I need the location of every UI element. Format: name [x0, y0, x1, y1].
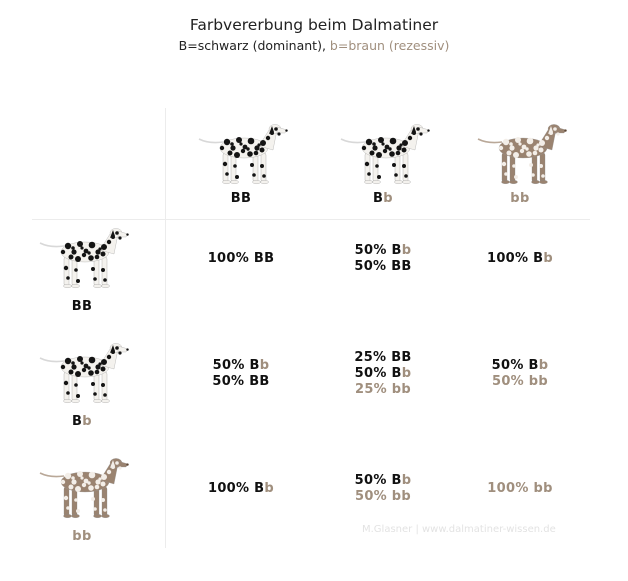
- offspring-cell: [450, 481, 590, 497]
- allele-letter: b: [82, 414, 93, 429]
- page-subtitle: [0, 38, 628, 53]
- subtitle-recessive: b=braun (rezessiv): [329, 38, 450, 53]
- allele-letter: B: [230, 191, 241, 206]
- row-genotype-label: [42, 299, 122, 314]
- ratio-prefix: 50% B: [212, 374, 260, 389]
- credit-watermark: M.Glasner | www.dalmatiner-wissen.de: [362, 524, 556, 535]
- ratio-prefix: 25% B: [354, 350, 402, 365]
- column-genotype-label: [343, 191, 423, 206]
- offspring-cell: [171, 251, 311, 267]
- row-dog-image: [34, 454, 130, 526]
- row-dog-image: [34, 224, 130, 296]
- offspring-cell: [171, 358, 311, 390]
- offspring-ratio-line: [313, 473, 453, 489]
- offspring-ratio-line: [313, 489, 453, 505]
- ratio-prefix: 25% b: [354, 382, 402, 397]
- allele-letter: b: [401, 489, 412, 504]
- allele-letter: b: [401, 473, 412, 488]
- column-dog-image: [472, 120, 568, 192]
- offspring-ratio-line: [313, 243, 453, 259]
- ratio-prefix: 50% B: [354, 243, 402, 258]
- column-genotype-label: [480, 191, 560, 206]
- ratio-prefix: 50% B: [212, 358, 260, 373]
- allele-letter: b: [510, 191, 520, 206]
- offspring-ratio-line: [313, 350, 453, 366]
- allele-letter: B: [401, 350, 412, 365]
- offspring-ratio-line: [171, 481, 311, 497]
- allele-letter: b: [401, 382, 412, 397]
- allele-letter: B: [372, 191, 384, 206]
- allele-letter: b: [401, 366, 412, 381]
- black-spotted-dog-image: [34, 339, 130, 411]
- allele-letter: b: [264, 481, 274, 496]
- offspring-ratio-line: [171, 374, 311, 390]
- ratio-prefix: 50% B: [491, 358, 539, 373]
- offspring-cell: [450, 358, 590, 390]
- allele-letter: b: [543, 481, 553, 496]
- allele-letter: B: [71, 299, 82, 314]
- black-spotted-dog-image: [335, 120, 431, 192]
- allele-letter: B: [71, 414, 83, 429]
- ratio-prefix: 100% B: [207, 481, 265, 496]
- allele-letter: b: [259, 358, 270, 373]
- allele-letter: B: [401, 259, 412, 274]
- brown-spotted-dog-image: [34, 454, 130, 526]
- offspring-cell: [171, 481, 311, 497]
- ratio-prefix: 50% b: [491, 374, 539, 389]
- grid-vertical-divider: [165, 108, 166, 548]
- row-dog-image: [34, 339, 130, 411]
- offspring-ratio-line: [450, 358, 590, 374]
- ratio-prefix: 100% b: [487, 481, 544, 496]
- black-spotted-dog-image: [34, 224, 130, 296]
- allele-letter: b: [538, 374, 549, 389]
- ratio-prefix: 100% B: [207, 251, 265, 266]
- row-genotype-label: [42, 414, 122, 429]
- black-spotted-dog-image: [193, 120, 289, 192]
- ratio-prefix: 100% B: [486, 251, 544, 266]
- offspring-ratio-line: [171, 358, 311, 374]
- allele-letter: b: [72, 529, 82, 544]
- allele-letter: B: [82, 299, 93, 314]
- offspring-ratio-line: [450, 374, 590, 390]
- column-genotype-label: [201, 191, 281, 206]
- offspring-cell: [313, 243, 453, 275]
- allele-letter: B: [264, 251, 275, 266]
- offspring-cell: [313, 350, 453, 398]
- offspring-ratio-line: [313, 382, 453, 398]
- page-title: Farbvererbung beim Dalmatiner: [189, 16, 439, 34]
- allele-letter: b: [538, 358, 549, 373]
- offspring-ratio-line: [450, 251, 590, 267]
- offspring-ratio-line: [313, 259, 453, 275]
- allele-letter: b: [543, 251, 553, 266]
- offspring-ratio-line: [313, 366, 453, 382]
- offspring-cell: [313, 473, 453, 505]
- allele-letter: B: [241, 191, 252, 206]
- row-genotype-label: [42, 529, 122, 544]
- brown-spotted-dog-image: [472, 120, 568, 192]
- allele-letter: b: [520, 191, 530, 206]
- allele-letter: b: [82, 529, 92, 544]
- offspring-cell: [450, 251, 590, 267]
- ratio-prefix: 50% B: [354, 259, 402, 274]
- ratio-prefix: 50% B: [354, 473, 402, 488]
- subtitle-dominant: B=schwarz (dominant),: [178, 38, 326, 53]
- column-dog-image: [193, 120, 289, 192]
- ratio-prefix: 50% B: [354, 366, 402, 381]
- grid-horizontal-divider: [32, 219, 590, 220]
- offspring-ratio-line: [171, 251, 311, 267]
- allele-letter: b: [401, 243, 412, 258]
- ratio-prefix: 50% b: [354, 489, 402, 504]
- allele-letter: b: [383, 191, 394, 206]
- column-dog-image: [335, 120, 431, 192]
- allele-letter: B: [259, 374, 270, 389]
- offspring-ratio-line: [450, 481, 590, 497]
